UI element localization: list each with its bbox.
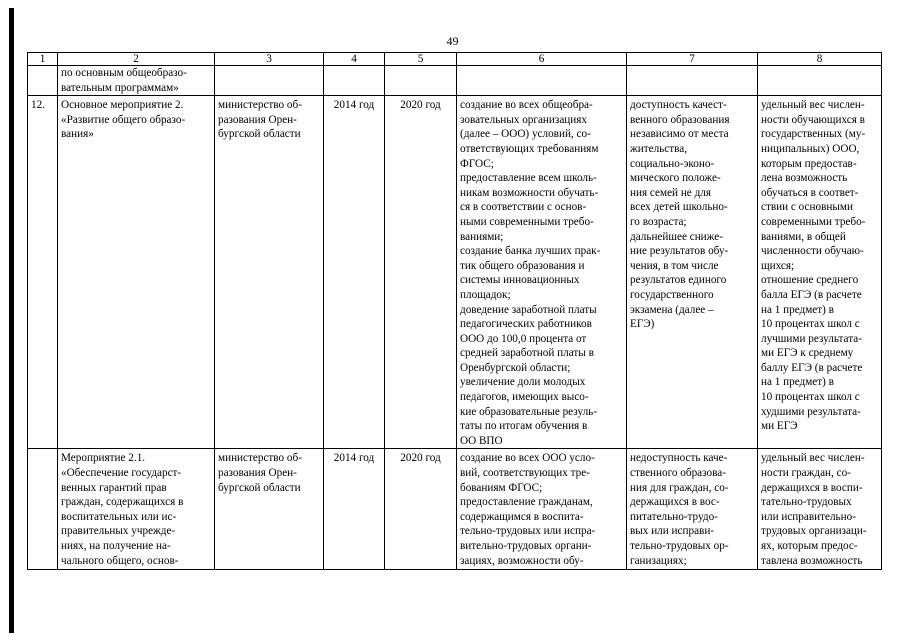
executor-cell: министерство об- разования Орен- бургской области xyxy=(215,449,324,570)
start-year-cell: 2014 год xyxy=(324,96,385,449)
indicators-cell: удельный вес числен- ности обучающихся в государственных (му- ниципальных) ООО, которым предостав- лена возможность обучаться в соответ- ствии с основными современными требо- ваниями, в общей численности обучаю- щихся; отношение среднего балла ЕГЭ (в расчете на 1 предмет) в 10 процентах школ с лучшими результата- ми ЕГЭ к среднему баллу ЕГЭ (в расчете на 1 предмет) в 10 процентах школ с худшими результата- ми ЕГЭ xyxy=(758,96,882,449)
table-row xyxy=(28,66,882,96)
end-year-cell: 2020 год xyxy=(385,96,457,449)
row-number-cell xyxy=(28,449,58,570)
row-number-cell: 12. xyxy=(28,96,58,449)
column-number: 1 xyxy=(28,53,58,66)
column-number: 2 xyxy=(58,53,215,66)
indicators-cell xyxy=(758,66,882,96)
measures-table xyxy=(27,52,882,570)
row-number-cell xyxy=(28,66,58,96)
column-number: 8 xyxy=(758,53,882,66)
start-year-cell: 2014 год xyxy=(324,449,385,570)
end-year-cell: 2020 год xyxy=(385,449,457,570)
column-number: 4 xyxy=(324,53,385,66)
expected-result-cell: создание во всех общеобра- зовательных организациях (далее – ООО) условий, со- ответствующих требованиям ФГОС; предоставление всем школь- никам возможности обучать- ся в соответствии с основ- ными современными требо- ваниями; создание банка лучших прак- тик общего образования и системы инновационных площадок; доведение заработной платы педагогических работников ООО до 100,0 процента от средней заработной платы в Оренбургской области; увеличение доли молодых педагогов, имеющих высо- кие образовательные резуль- таты по итогам обучения в ОО ВПО xyxy=(457,96,627,449)
column-number: 5 xyxy=(385,53,457,66)
measure-name-cell: Мероприятие 2.1. «Обеспечение государст- венных гарантий прав граждан, содержащихся в воспитательных или ис- правительных учрежде- ниях, на получение на- чального общего, основ- xyxy=(58,449,215,570)
measure-name-cell: по основным общеобразо- вательным программам» xyxy=(58,66,215,96)
start-year-cell xyxy=(324,66,385,96)
table-row xyxy=(28,96,882,449)
indicators-cell: удельный вес числен- ности граждан, со- держащихся в воспи- тательно-трудовых или исправительно- трудовых организаци- ях, которым предос- тавлена возможность xyxy=(758,449,882,570)
table-row xyxy=(28,449,882,570)
consequences-cell: недоступность каче- ственного образова- ния для граждан, со- держащихся в вос- питательно-трудо- вых или исправи- тельно-трудовых ор- ганизациях; xyxy=(627,449,758,570)
column-number: 3 xyxy=(215,53,324,66)
column-number: 7 xyxy=(627,53,758,66)
column-number-row xyxy=(28,53,882,66)
executor-cell: министерство об- разования Орен- бургской области xyxy=(215,96,324,449)
consequences-cell: доступность качест- венного образования независимо от места жительства, социально-эконо- мического положе- ния семей не для всех детей школьно- го возраста; дальнейшее сниже- ние результатов обу- чения, в том числе результатов единого государственного экзамена (далее – ЕГЭ) xyxy=(627,96,758,449)
column-number: 6 xyxy=(457,53,627,66)
consequences-cell xyxy=(627,66,758,96)
end-year-cell xyxy=(385,66,457,96)
binding-bar xyxy=(9,8,14,633)
expected-result-cell: создание во всех ООО усло- вий, соответствующих тре- бованиям ФГОС; предоставление гражданам, содержащимся в воспита- тельно-трудовых или испра- вительно-трудовых органи- зациях, возможности обу- xyxy=(457,449,627,570)
measure-name-cell: Основное мероприятие 2. «Развитие общего образо- вания» xyxy=(58,96,215,449)
expected-result-cell xyxy=(457,66,627,96)
page-number: 49 xyxy=(446,34,459,48)
executor-cell xyxy=(215,66,324,96)
